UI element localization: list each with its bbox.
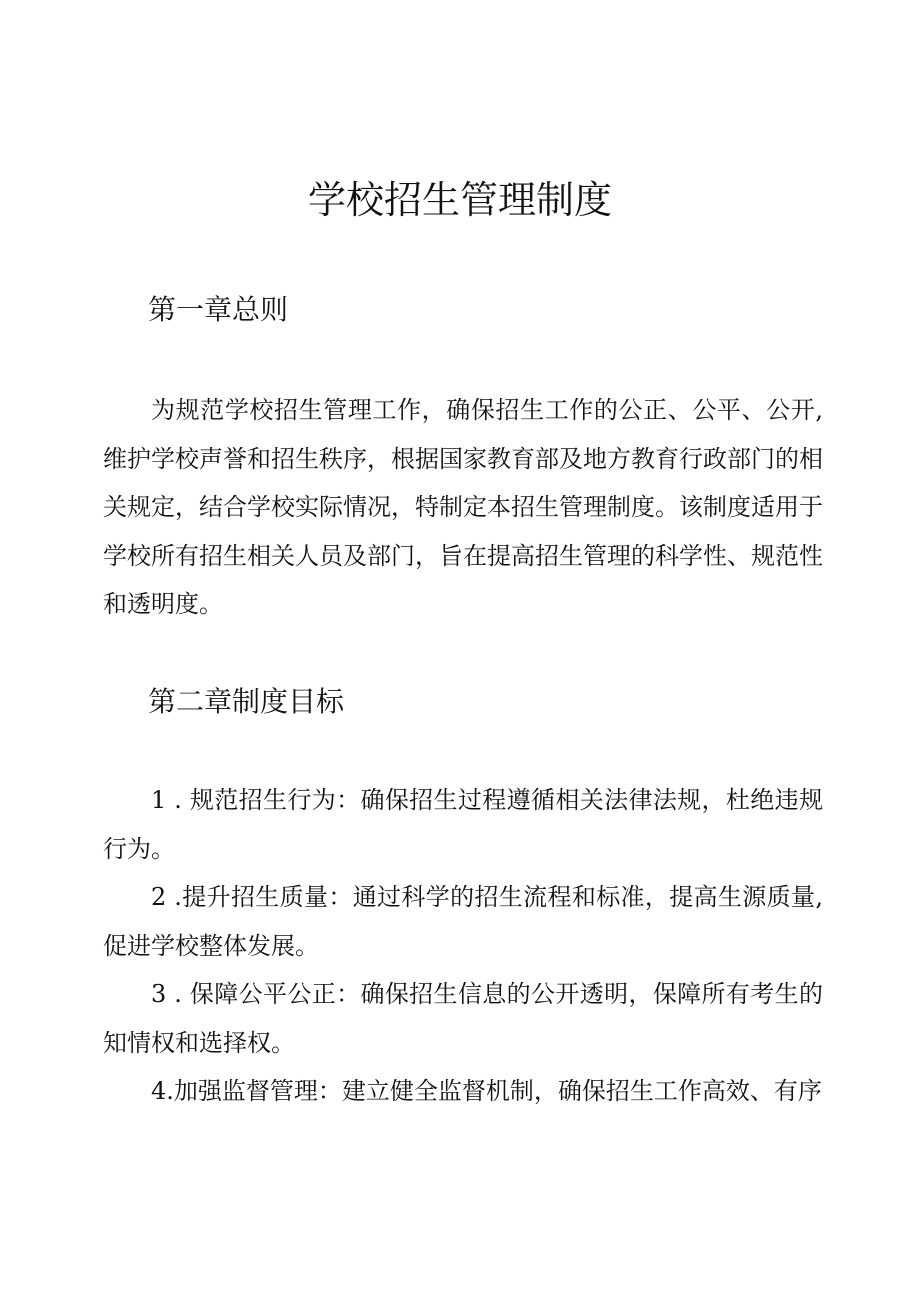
list-item-number: 3 [151,980,167,1008]
list-item [103,873,823,970]
list-item [103,776,823,873]
list-item-separator: . [166,786,190,814]
list-item [103,1067,823,1116]
chapter-1-heading: 第一章总则 [148,293,289,326]
document-title: 学校招生管理制度 [307,178,612,222]
list-item-number: 2 [151,883,167,911]
list-item-separator: . [166,1077,174,1105]
list-item-number: 4 [151,1077,167,1105]
list-item-text: 规范招生行为：确保招生过程遵循相关法律法规，杜绝违规行为。 [103,786,824,863]
list-item [103,970,823,1067]
list-item-separator: . [166,980,190,1008]
chapter-1-paragraph: 为规范学校招生管理工作，确保招生工作的公正、公平、公开,维护学校声誉和招生秩序，根据国家教育部及地方教育行政部门的相关规定，结合学校实际情况，特制定本招生管理制度。该制度适用于学校所有招生相关人员及部门，旨在提高招生管理的科学性、规范性和透明度。 [103,396,823,618]
list-item-text: 加强监督管理：建立健全监督机制，确保招生工作高效、有序 [173,1077,822,1105]
chapter-2-heading: 第二章制度目标 [148,685,345,718]
list-item-separator: . [166,883,182,911]
list-item-text: 提升招生质量：通过科学的招生流程和标准，提高生源质量,促进学校整体发展。 [103,883,823,960]
list-item-number: 1 [151,786,167,814]
list-item-text: 保障公平公正：确保招生信息的公开透明，保障所有考生的知情权和选择权。 [103,980,824,1057]
